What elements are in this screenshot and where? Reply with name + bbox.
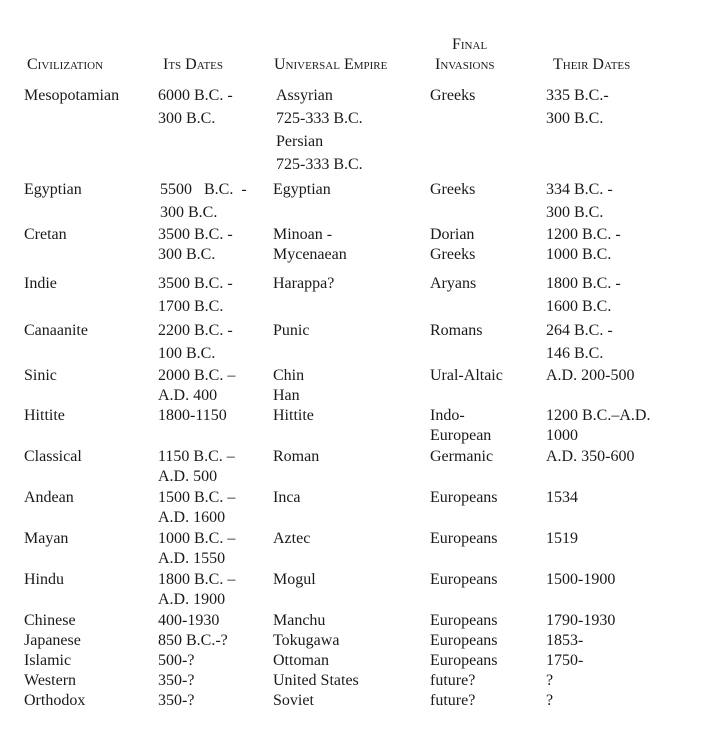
cell-text: Persian: [276, 133, 324, 150]
its-dates-cell: [158, 319, 233, 365]
civilization-cell: [24, 529, 68, 549]
cell-text: Islamic: [24, 652, 72, 669]
universal-empire-cell: [273, 406, 314, 426]
cell-text: 1800 B.C. -: [546, 275, 621, 292]
cell-text: Europeans: [430, 530, 498, 547]
cell-text: 264 B.C. -: [546, 322, 613, 339]
universal-empire-cell: [273, 488, 301, 508]
final-invasions-cell: [430, 570, 498, 590]
universal-empire-cell: [273, 319, 309, 342]
their-dates-cell: [546, 631, 583, 651]
its-dates-cell: [158, 488, 235, 528]
cell-text: A.D. 1900: [158, 591, 226, 608]
final-invasions-cell: [430, 671, 475, 691]
cell-text: Orthodox: [24, 692, 86, 709]
civilization-cell: [24, 84, 119, 107]
cell-text: 335 B.C.-: [546, 87, 609, 104]
universal-empire-cell: [273, 691, 314, 711]
its-dates-cell: [158, 570, 235, 610]
cell-text: Hindu: [24, 571, 64, 588]
cell-text: Tokugawa: [273, 632, 340, 649]
its-dates-cell: [158, 447, 235, 487]
their-dates-cell: [546, 178, 613, 224]
final-invasions-cell: [430, 691, 475, 711]
civilization-cell: [24, 611, 76, 631]
universal-empire-cell: [273, 366, 304, 406]
cell-text: Ural-Altaic: [430, 367, 503, 384]
their-dates-cell: [546, 570, 615, 590]
cell-text: Han: [273, 387, 300, 404]
cell-text: 1200 B.C.–A.D.: [546, 407, 651, 424]
civilization-cell: [24, 366, 57, 386]
universal-empire-cell: [273, 272, 334, 295]
cell-text: 100 B.C.: [158, 345, 216, 362]
final-invasions-cell: [430, 529, 498, 549]
final-invasions-cell: [430, 488, 498, 508]
cell-text: Mogul: [273, 571, 316, 588]
cell-text: Soviet: [273, 692, 314, 709]
cell-text: 1800-1150: [158, 407, 227, 424]
cell-text: Europeans: [430, 489, 498, 506]
cell-text: Aryans: [430, 275, 477, 292]
cell-text: Hittite: [24, 407, 65, 424]
cell-text: 300 B.C.: [160, 204, 218, 221]
header-universal-empire: Universal Empire: [274, 56, 388, 73]
cell-text: 1534: [546, 489, 578, 506]
cell-text: 2000 B.C. –: [158, 367, 236, 384]
cell-text: A.D. 400: [158, 387, 218, 404]
cell-text: 1750-: [546, 652, 584, 669]
their-dates-cell: [546, 272, 621, 318]
cell-text: Greeks: [430, 181, 476, 198]
their-dates-cell: [546, 671, 553, 691]
cell-text: 850 B.C.-?: [158, 632, 228, 649]
cell-text: 725-333 B.C.: [276, 156, 363, 173]
their-dates-cell: [546, 529, 578, 549]
their-dates-cell: [546, 691, 553, 711]
final-invasions-cell: [430, 272, 476, 295]
cell-text: 5500 B.C. -: [160, 181, 247, 198]
final-invasions-cell: [430, 84, 475, 107]
cell-text: Roman: [273, 448, 320, 465]
its-dates-cell: [158, 651, 194, 671]
cell-text: Europeans: [430, 652, 498, 669]
cell-text: ?: [546, 692, 554, 709]
final-invasions-cell: [430, 366, 503, 386]
cell-text: 334 B.C. -: [546, 181, 613, 198]
cell-text: 350-?: [158, 672, 195, 689]
final-invasions-cell: [430, 406, 491, 446]
cell-text: 1000: [546, 427, 578, 444]
header-civilization: Civilization: [27, 56, 104, 73]
header-invasions: Invasions: [435, 56, 495, 73]
cell-text: A.D. 1600: [158, 509, 226, 526]
universal-empire-cell: [273, 529, 310, 549]
cell-text: Harappa?: [273, 275, 335, 292]
cell-text: 300 B.C.: [546, 110, 604, 127]
final-invasions-cell: [430, 611, 498, 631]
civilization-cell: [24, 570, 64, 590]
universal-empire-cell: [273, 178, 331, 201]
cell-text: Mycenaean: [273, 246, 347, 263]
their-dates-cell: [546, 651, 583, 671]
civilization-cell: [24, 651, 71, 671]
cell-text: Europeans: [430, 632, 498, 649]
cell-text: 725-333 B.C.: [276, 110, 363, 127]
cell-text: Cretan: [24, 226, 67, 243]
cell-text: 300 B.C.: [158, 110, 216, 127]
cell-text: 1000 B.C.: [546, 246, 612, 263]
their-dates-cell: [546, 406, 650, 446]
civilization-cell: [24, 691, 85, 711]
universal-empire-cell: [273, 631, 339, 651]
cell-text: Europeans: [430, 612, 498, 629]
their-dates-cell: [546, 84, 609, 130]
cell-text: A.D. 200-500: [546, 367, 635, 384]
its-dates-cell: [158, 366, 235, 406]
cell-text: Hittite: [273, 407, 314, 424]
cell-text: Indie: [24, 275, 57, 292]
civilization-cell: [24, 671, 76, 691]
cell-text: European: [430, 427, 492, 444]
cell-text: future?: [430, 672, 476, 689]
civilization-cell: [24, 631, 81, 651]
their-dates-cell: [546, 319, 613, 365]
cell-text: Chinese: [24, 612, 76, 629]
cell-text: future?: [430, 692, 476, 709]
cell-text: Chin: [273, 367, 305, 384]
universal-empire-cell: [273, 225, 347, 265]
cell-text: Minoan -: [273, 226, 333, 243]
cell-text: Sinic: [24, 367, 57, 384]
cell-text: Ottoman: [273, 652, 329, 669]
its-dates-cell: [158, 529, 235, 569]
cell-text: 146 B.C.: [546, 345, 604, 362]
universal-empire-cell: [276, 84, 363, 176]
cell-text: 1150 B.C. –: [158, 448, 235, 465]
cell-text: 2200 B.C. -: [158, 322, 233, 339]
cell-text: 300 B.C.: [546, 204, 604, 221]
final-invasions-cell: [430, 225, 475, 265]
its-dates-cell: [158, 225, 233, 265]
cell-text: 1000 B.C. –: [158, 530, 236, 547]
their-dates-cell: [546, 488, 578, 508]
cell-text: 1500-1900: [546, 571, 616, 588]
its-dates-cell: [158, 631, 228, 651]
cell-text: A.D. 500: [158, 468, 218, 485]
cell-text: Canaanite: [24, 322, 88, 339]
its-dates-cell: [158, 611, 219, 631]
cell-text: Germanic: [430, 448, 494, 465]
final-invasions-cell: [430, 631, 498, 651]
its-dates-cell: [160, 178, 247, 224]
final-invasions-cell: [430, 651, 498, 671]
cell-text: Dorian: [430, 226, 475, 243]
cell-text: Greeks: [430, 87, 476, 104]
final-invasions-cell: [430, 178, 475, 201]
cell-text: Aztec: [273, 530, 311, 547]
civilization-cell: [24, 447, 82, 467]
cell-text: Manchu: [273, 612, 326, 629]
civilization-cell: [24, 319, 88, 342]
cell-text: Western: [24, 672, 77, 689]
cell-text: Classical: [24, 448, 82, 465]
cell-text: ?: [546, 672, 554, 689]
civilization-cell: [24, 488, 74, 508]
cell-text: Assyrian: [276, 87, 333, 104]
cell-text: 400-1930: [158, 612, 220, 629]
cell-text: 1519: [546, 530, 578, 547]
universal-empire-cell: [273, 570, 316, 590]
cell-text: 500-?: [158, 652, 195, 669]
cell-text: Inca: [273, 489, 301, 506]
its-dates-cell: [158, 84, 233, 130]
its-dates-cell: [158, 671, 194, 691]
cell-text: Europeans: [430, 571, 498, 588]
cell-text: 1700 B.C.: [158, 298, 224, 315]
their-dates-cell: [546, 611, 615, 631]
cell-text: 1800 B.C. –: [158, 571, 236, 588]
universal-empire-cell: [273, 671, 359, 691]
cell-text: 1790-1930: [546, 612, 616, 629]
cell-text: 1600 B.C.: [546, 298, 612, 315]
cell-text: 6000 B.C. -: [158, 87, 233, 104]
cell-text: Japanese: [24, 632, 81, 649]
header-their-dates: Their Dates: [553, 56, 631, 73]
universal-empire-cell: [273, 651, 329, 671]
cell-text: Egyptian: [273, 181, 331, 198]
its-dates-cell: [158, 272, 233, 318]
cell-text: 3500 B.C. -: [158, 226, 233, 243]
cell-text: 300 B.C.: [158, 246, 216, 263]
civilization-cell: [24, 272, 57, 295]
universal-empire-cell: [273, 611, 325, 631]
cell-text: Mesopotamian: [24, 87, 120, 104]
cell-text: A.D. 1550: [158, 550, 226, 567]
civilization-cell: [24, 406, 65, 426]
cell-text: Romans: [430, 322, 483, 339]
final-invasions-cell: [430, 447, 493, 467]
cell-text: Egyptian: [24, 181, 82, 198]
final-invasions-cell: [430, 319, 482, 342]
header-final: Final: [452, 36, 488, 53]
civilization-cell: [24, 225, 67, 245]
their-dates-cell: [546, 366, 634, 386]
cell-text: 3500 B.C. -: [158, 275, 233, 292]
their-dates-cell: [546, 225, 621, 265]
cell-text: Punic: [273, 322, 310, 339]
cell-text: United States: [273, 672, 359, 689]
its-dates-cell: [158, 691, 194, 711]
cell-text: Mayan: [24, 530, 69, 547]
universal-empire-cell: [273, 447, 319, 467]
cell-text: 1500 B.C. –: [158, 489, 236, 506]
cell-text: Andean: [24, 489, 74, 506]
cell-text: 1200 B.C. -: [546, 226, 621, 243]
civilization-cell: [24, 178, 82, 201]
cell-text: A.D. 350-600: [546, 448, 635, 465]
cell-text: Greeks: [430, 246, 476, 263]
cell-text: Indo-: [430, 407, 465, 424]
cell-text: 1853-: [546, 632, 584, 649]
its-dates-cell: [158, 406, 227, 426]
cell-text: 350-?: [158, 692, 195, 709]
their-dates-cell: [546, 447, 634, 467]
header-its-dates: Its Dates: [163, 56, 224, 73]
